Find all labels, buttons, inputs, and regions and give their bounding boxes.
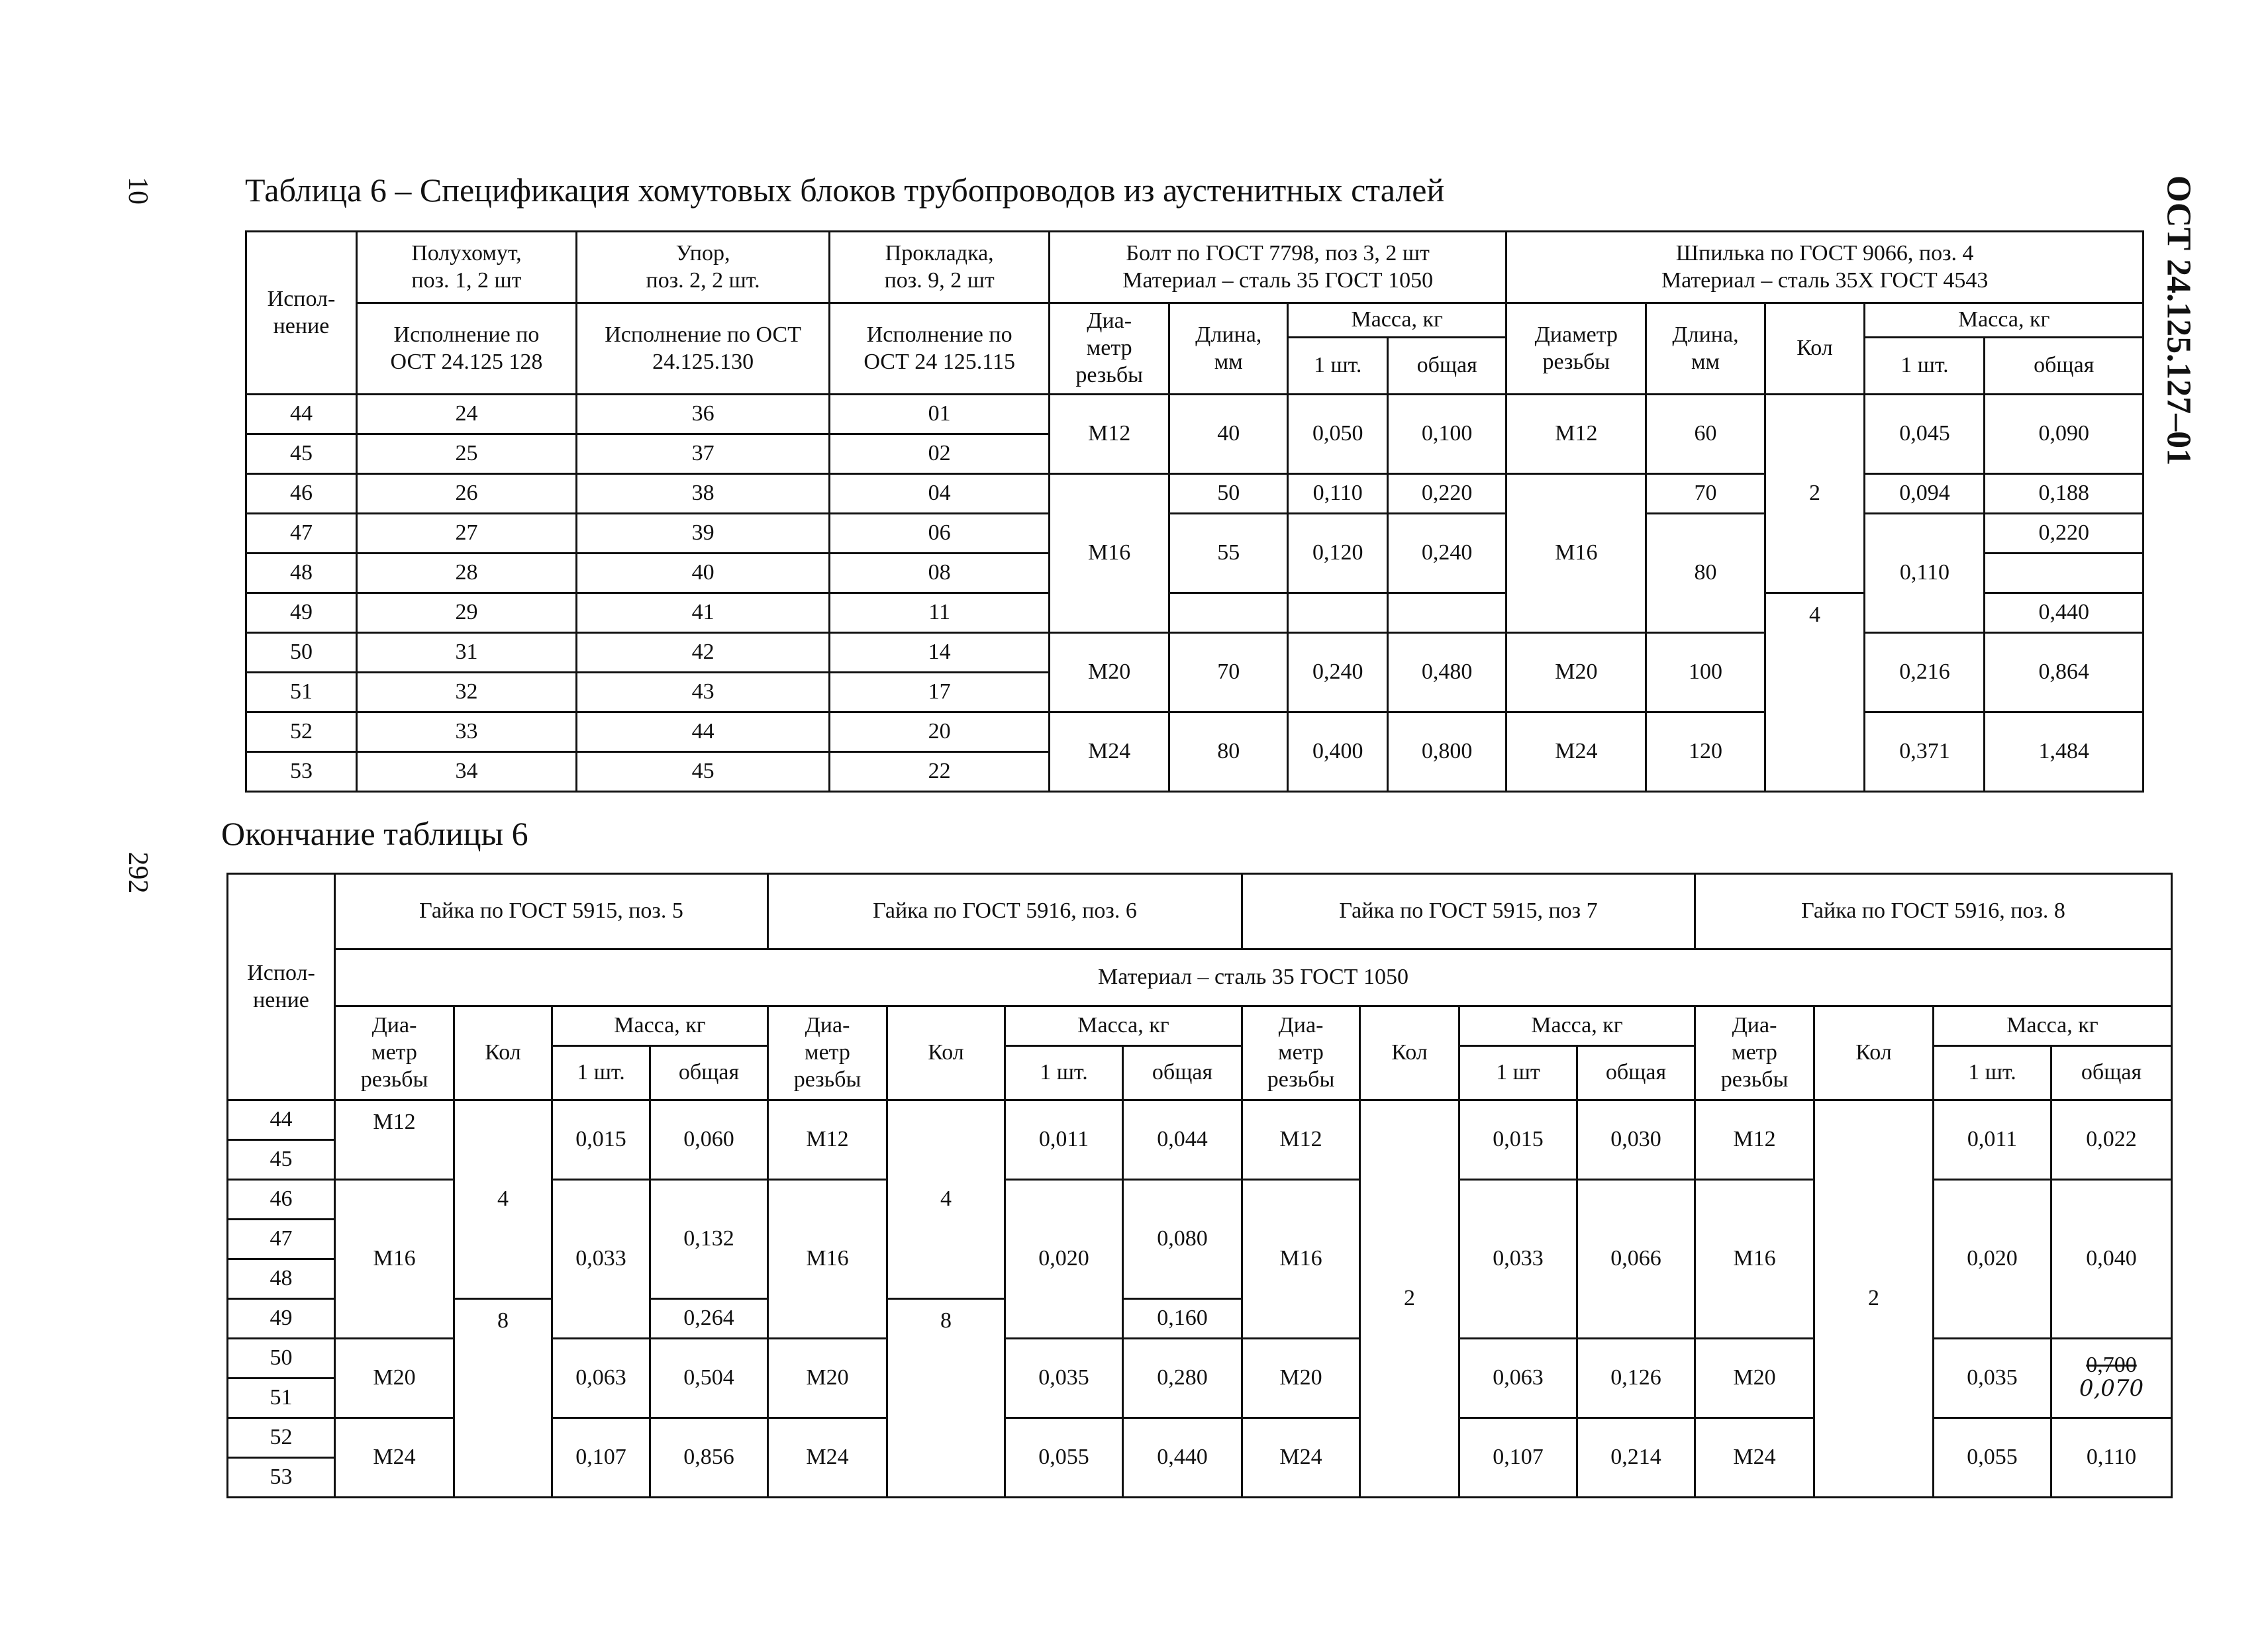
cell-nut4-mass-piece: 0,055	[1934, 1418, 2051, 1498]
cell-bolt-length: 55	[1169, 514, 1288, 593]
header-isp-polukhomut: Исполнение по ОСТ 24.125 128	[356, 303, 576, 395]
cell-nut4-mass-total: 0,022	[2051, 1100, 2172, 1180]
cell-upor: 36	[576, 395, 829, 434]
cell-nut3-qty: 2	[1360, 1100, 1459, 1498]
cell-isp: 48	[246, 554, 357, 593]
cell-prokladka: 04	[830, 474, 1050, 514]
cell-bolt-mass-piece: 0,050	[1288, 395, 1388, 474]
cell-stud-mass-total: 0,220	[1985, 514, 2144, 554]
cell-nut2-mass-piece: 0,011	[1005, 1100, 1123, 1180]
cell-polukhomut: 29	[356, 593, 576, 633]
cell-isp: 47	[246, 514, 357, 554]
cell-nut4-mass-piece: 0,020	[1934, 1180, 2051, 1339]
cell-nut4-diameter: M12	[1695, 1100, 1814, 1180]
header-qty: Кол	[887, 1006, 1005, 1100]
cell-nut2-diameter: M16	[768, 1180, 887, 1339]
header-nut-1	[335, 874, 768, 949]
cell-upor: 44	[576, 712, 829, 752]
cell-bolt-mass-total: 0,800	[1388, 712, 1506, 792]
header-nut-1-label: Гайка по ГОСТ 5915, поз. 5	[419, 898, 683, 924]
cell-polukhomut: 27	[356, 514, 576, 554]
cell-nut2-mass-total: 0,160	[1123, 1299, 1242, 1339]
cell-stud-length: 120	[1646, 712, 1765, 792]
cell-nut2-mass-total: 0,440	[1123, 1418, 1242, 1498]
cell-isp: 48	[228, 1259, 335, 1299]
cell-nut3-diameter: M16	[1242, 1180, 1360, 1339]
cell-bolt-mass-total: 0,220	[1388, 474, 1506, 514]
header-shpilka: Шпилька по ГОСТ 9066, поз. 4 Материал – сталь 35Х ГОСТ 4543	[1506, 232, 2144, 303]
cell-nut2-mass-total: 0,044	[1123, 1100, 1242, 1180]
page-number-bottom: 292	[123, 851, 153, 894]
header-bolt-mass: Масса, кг	[1288, 303, 1506, 338]
header-isp-upor: Исполнение по ОСТ 24.125.130	[576, 303, 829, 395]
cell-bolt-diameter: M20	[1050, 633, 1169, 712]
header-stud-mass-total: общая	[1985, 338, 2144, 395]
header-nut-2-label: Гайка по ГОСТ 5916, поз. 6	[873, 898, 1137, 924]
cell-nut1-mass-total: 0,856	[650, 1418, 768, 1498]
cell-isp: 52	[246, 712, 357, 752]
cell-polukhomut: 25	[356, 434, 576, 474]
cell-nut3-mass-piece: 0,107	[1459, 1418, 1577, 1498]
cell-bolt-mass-total: 0,480	[1388, 633, 1506, 712]
cell-polukhomut: 26	[356, 474, 576, 514]
cell-stud-mass-total: 0,864	[1985, 633, 2144, 712]
cell-nut1-mass-total: 0,132	[650, 1180, 768, 1299]
cell-nut1-mass-piece: 0,107	[552, 1418, 650, 1498]
cell-nut2-mass-piece: 0,020	[1005, 1180, 1123, 1339]
cell-upor: 40	[576, 554, 829, 593]
cell-prokladka: 20	[830, 712, 1050, 752]
cell-isp: 46	[246, 474, 357, 514]
header-ispolnenie: Испол- нение	[228, 874, 335, 1100]
cell-stud-mass-total: 0,090	[1985, 395, 2144, 474]
cell-nut1-mass-total: 0,504	[650, 1339, 768, 1418]
cell-nut4-mass-piece: 0,011	[1934, 1100, 2051, 1180]
table-continuation-caption: Окончание таблицы 6	[221, 815, 528, 852]
cell-isp: 45	[246, 434, 357, 474]
cell-bolt-diameter: M16	[1050, 474, 1169, 633]
cell-nut1-diameter: M16	[335, 1180, 454, 1339]
cell-nut3-mass-total: 0,066	[1577, 1180, 1695, 1339]
cell-isp: 53	[228, 1458, 335, 1498]
cell-prokladka: 06	[830, 514, 1050, 554]
cell-nut2-mass-piece: 0,035	[1005, 1339, 1123, 1418]
cell-nut3-mass-piece: 0,063	[1459, 1339, 1577, 1418]
header-ispolnenie: Испол- нение	[246, 232, 357, 395]
cell-nut3-mass-total: 0,214	[1577, 1418, 1695, 1498]
nuts-table	[226, 873, 2173, 1498]
cell-stud-mass-total: 0,440	[1985, 593, 2144, 633]
cell-stud-length: 60	[1646, 395, 1765, 474]
cell-upor: 39	[576, 514, 829, 554]
cell-nut2-diameter: M12	[768, 1100, 887, 1180]
cell-bolt-length: 40	[1169, 395, 1288, 474]
header-bolt: Болт по ГОСТ 7798, поз 3, 2 шт Материал – сталь 35 ГОСТ 1050	[1050, 232, 1506, 303]
header-mass-total: общая	[1123, 1046, 1242, 1100]
header-mass-total: общая	[650, 1046, 768, 1100]
page-number-top: 10	[123, 177, 153, 205]
cell-stud-qty: 4	[1765, 593, 1865, 792]
cell-stud-mass-total: 0,188	[1985, 474, 2144, 514]
cell-bolt-mass-piece: 0,400	[1288, 712, 1388, 792]
header-diameter: Диа- метр резьбы	[335, 1006, 454, 1100]
cell-nut4-mass-piece: 0,035	[1934, 1339, 2051, 1418]
cell-nut1-mass-total: 0,264	[650, 1299, 768, 1339]
cell-nut4-mass-total: 0,110	[2051, 1418, 2172, 1498]
cell-isp: 45	[228, 1140, 335, 1180]
cell-bolt-diameter: M12	[1050, 395, 1169, 474]
cell-polukhomut: 28	[356, 554, 576, 593]
document-code: ОСТ 24.125.127–01	[2159, 175, 2198, 466]
header-qty: Кол	[454, 1006, 552, 1100]
cell-isp: 51	[246, 673, 357, 712]
cell-prokladka: 08	[830, 554, 1050, 593]
cell-nut1-mass-piece: 0,063	[552, 1339, 650, 1418]
cell-prokladka: 22	[830, 752, 1050, 792]
cell-empty	[1169, 593, 1288, 633]
cell-stud-qty: 2	[1765, 395, 1865, 593]
cell-nut3-mass-total: 0,126	[1577, 1339, 1695, 1418]
cell-bolt-mass-piece: 0,110	[1288, 474, 1388, 514]
header-prokladka: Прокладка, поз. 9, 2 шт	[830, 232, 1050, 303]
cell-nut3-diameter: M20	[1242, 1339, 1360, 1418]
cell-stud-length: 70	[1646, 474, 1765, 514]
cell-upor: 42	[576, 633, 829, 673]
cell-prokladka: 01	[830, 395, 1050, 434]
cell-nut4-qty: 2	[1814, 1100, 1934, 1498]
cell-bolt-diameter: M24	[1050, 712, 1169, 792]
header-bolt-mass-piece: 1 шт.	[1288, 338, 1388, 395]
header-polukhomut: Полухомут, поз. 1, 2 шт	[356, 232, 576, 303]
cell-bolt-length: 80	[1169, 712, 1288, 792]
cell-upor: 45	[576, 752, 829, 792]
header-bolt-mass-total: общая	[1388, 338, 1506, 395]
cell-nut1-diameter: M20	[335, 1339, 454, 1418]
header-nut-3	[1242, 874, 1695, 949]
cell-stud-mass-piece: 0,216	[1865, 633, 1985, 712]
cell-nut1-diameter: M24	[335, 1418, 454, 1498]
cell-isp: 46	[228, 1180, 335, 1220]
cell-nut2-qty: 4	[887, 1100, 1005, 1299]
header-isp-prokladka: Исполнение по ОСТ 24 125.115	[830, 303, 1050, 395]
header-stud-mass: Масса, кг	[1865, 303, 2144, 338]
cell-stud-diameter: M20	[1506, 633, 1646, 712]
cell-upor: 37	[576, 434, 829, 474]
cell-polukhomut: 32	[356, 673, 576, 712]
cell-isp: 50	[228, 1339, 335, 1378]
cell-empty	[1388, 593, 1506, 633]
header-mass-piece: 1 шт.	[552, 1046, 650, 1100]
header-nut-3-label: Гайка по ГОСТ 5915, поз 7	[1339, 898, 1598, 924]
cell-nut2-diameter: M24	[768, 1418, 887, 1498]
cell-nut1-mass-total: 0,060	[650, 1100, 768, 1180]
cell-nut2-diameter: M20	[768, 1339, 887, 1418]
header-material: Материал – сталь 35 ГОСТ 1050	[335, 949, 2172, 1006]
table-row	[246, 395, 2144, 434]
header-upor: Упор, поз. 2, 2 шт.	[576, 232, 829, 303]
cell-stud-diameter: M24	[1506, 712, 1646, 792]
cell-isp: 49	[246, 593, 357, 633]
cell-nut1-mass-piece: 0,033	[552, 1180, 650, 1339]
cell-empty	[1985, 554, 2144, 593]
cell-prokladka: 14	[830, 633, 1050, 673]
header-mass: Масса, кг	[1934, 1006, 2172, 1046]
cell-stud-mass-total: 1,484	[1985, 712, 2144, 792]
header-nut-4	[1695, 874, 2172, 949]
header-nut-4-label: Гайка по ГОСТ 5916, поз. 8	[1801, 898, 2065, 924]
table-row	[246, 593, 2144, 633]
cell-stud-diameter: M12	[1506, 395, 1646, 474]
header-mass-piece: 1 шт	[1459, 1046, 1577, 1100]
cell-nut3-mass-piece: 0,033	[1459, 1180, 1577, 1339]
header-mass-total: общая	[2051, 1046, 2172, 1100]
cell-nut4-mass-total: 0,040	[2051, 1180, 2172, 1339]
cell-upor: 38	[576, 474, 829, 514]
cell-prokladka: 17	[830, 673, 1050, 712]
header-mass-piece: 1 шт.	[1005, 1046, 1123, 1100]
header-stud-mass-piece: 1 шт.	[1865, 338, 1985, 395]
header-qty: Кол	[1360, 1006, 1459, 1100]
cell-bolt-length: 70	[1169, 633, 1288, 712]
cell-isp: 53	[246, 752, 357, 792]
header-diameter: Диа- метр резьбы	[768, 1006, 887, 1100]
cell-nut1-qty: 4	[454, 1100, 552, 1299]
cell-stud-mass-piece: 0,371	[1865, 712, 1985, 792]
table-row	[228, 1100, 2172, 1140]
cell-stud-length: 100	[1646, 633, 1765, 712]
header-mass-piece: 1 шт.	[1934, 1046, 2051, 1100]
cell-prokladka: 11	[830, 593, 1050, 633]
cell-nut3-diameter: M24	[1242, 1418, 1360, 1498]
cell-nut1-qty: 8	[454, 1299, 552, 1498]
header-bolt-diameter: Диа- метр резьбы	[1050, 303, 1169, 395]
header-mass: Масса, кг	[1459, 1006, 1695, 1046]
header-diameter: Диа- метр резьбы	[1695, 1006, 1814, 1100]
header-stud-length: Длина, мм	[1646, 303, 1765, 395]
cell-polukhomut: 24	[356, 395, 576, 434]
cell-isp: 44	[246, 395, 357, 434]
cell-stud-mass-piece: 0,045	[1865, 395, 1985, 474]
crossed-out-value: 0,700	[2086, 1353, 2137, 1378]
cell-stud-mass-piece: 0,094	[1865, 474, 1985, 514]
header-nut-2	[768, 874, 1242, 949]
cell-nut3-mass-piece: 0,015	[1459, 1100, 1577, 1180]
cell-bolt-mass-piece: 0,240	[1288, 633, 1388, 712]
cell-bolt-mass-total: 0,100	[1388, 395, 1506, 474]
cell-stud-mass-piece: 0,110	[1865, 514, 1985, 633]
cell-polukhomut: 33	[356, 712, 576, 752]
specification-table	[245, 230, 2144, 793]
header-mass-total: общая	[1577, 1046, 1695, 1100]
header-diameter: Диа- метр резьбы	[1242, 1006, 1360, 1100]
cell-nut1-mass-piece: 0,015	[552, 1100, 650, 1180]
cell-isp: 50	[246, 633, 357, 673]
cell-isp: 47	[228, 1220, 335, 1259]
cell-isp: 49	[228, 1299, 335, 1339]
cell-nut2-mass-total: 0,080	[1123, 1180, 1242, 1299]
cell-stud-diameter: M16	[1506, 474, 1646, 633]
header-mass: Масса, кг	[1005, 1006, 1242, 1046]
cell-isp: 51	[228, 1378, 335, 1418]
cell-nut4-diameter: M16	[1695, 1180, 1814, 1339]
cell-bolt-mass-total: 0,240	[1388, 514, 1506, 593]
handwritten-correction: 0,070	[2079, 1375, 2144, 1402]
cell-polukhomut: 34	[356, 752, 576, 792]
cell-nut4-mass-total	[2051, 1339, 2172, 1418]
cell-nut3-diameter: M12	[1242, 1100, 1360, 1180]
header-stud-qty: Кол	[1765, 303, 1865, 395]
cell-bolt-length: 50	[1169, 474, 1288, 514]
cell-nut4-diameter: M24	[1695, 1418, 1814, 1498]
header-bolt-length: Длина, мм	[1169, 303, 1288, 395]
header-mass: Масса, кг	[552, 1006, 768, 1046]
cell-upor: 41	[576, 593, 829, 633]
cell-isp: 44	[228, 1100, 335, 1140]
header-qty: Кол	[1814, 1006, 1934, 1100]
cell-nut3-mass-total: 0,030	[1577, 1100, 1695, 1180]
cell-nut1-diameter: M12	[335, 1100, 454, 1180]
cell-stud-length: 80	[1646, 514, 1765, 633]
cell-polukhomut: 31	[356, 633, 576, 673]
cell-nut4-diameter: M20	[1695, 1339, 1814, 1418]
header-stud-diameter: Диаметр резьбы	[1506, 303, 1646, 395]
cell-bolt-mass-piece: 0,120	[1288, 514, 1388, 593]
cell-nut2-mass-piece: 0,055	[1005, 1418, 1123, 1498]
cell-empty	[1288, 593, 1388, 633]
cell-nut2-mass-total: 0,280	[1123, 1339, 1242, 1418]
cell-nut2-qty: 8	[887, 1299, 1005, 1498]
table-caption: Таблица 6 – Спецификация хомутовых блоков трубопроводов из аустенитных сталей	[245, 171, 1445, 209]
cell-prokladka: 02	[830, 434, 1050, 474]
cell-isp: 52	[228, 1418, 335, 1458]
cell-upor: 43	[576, 673, 829, 712]
